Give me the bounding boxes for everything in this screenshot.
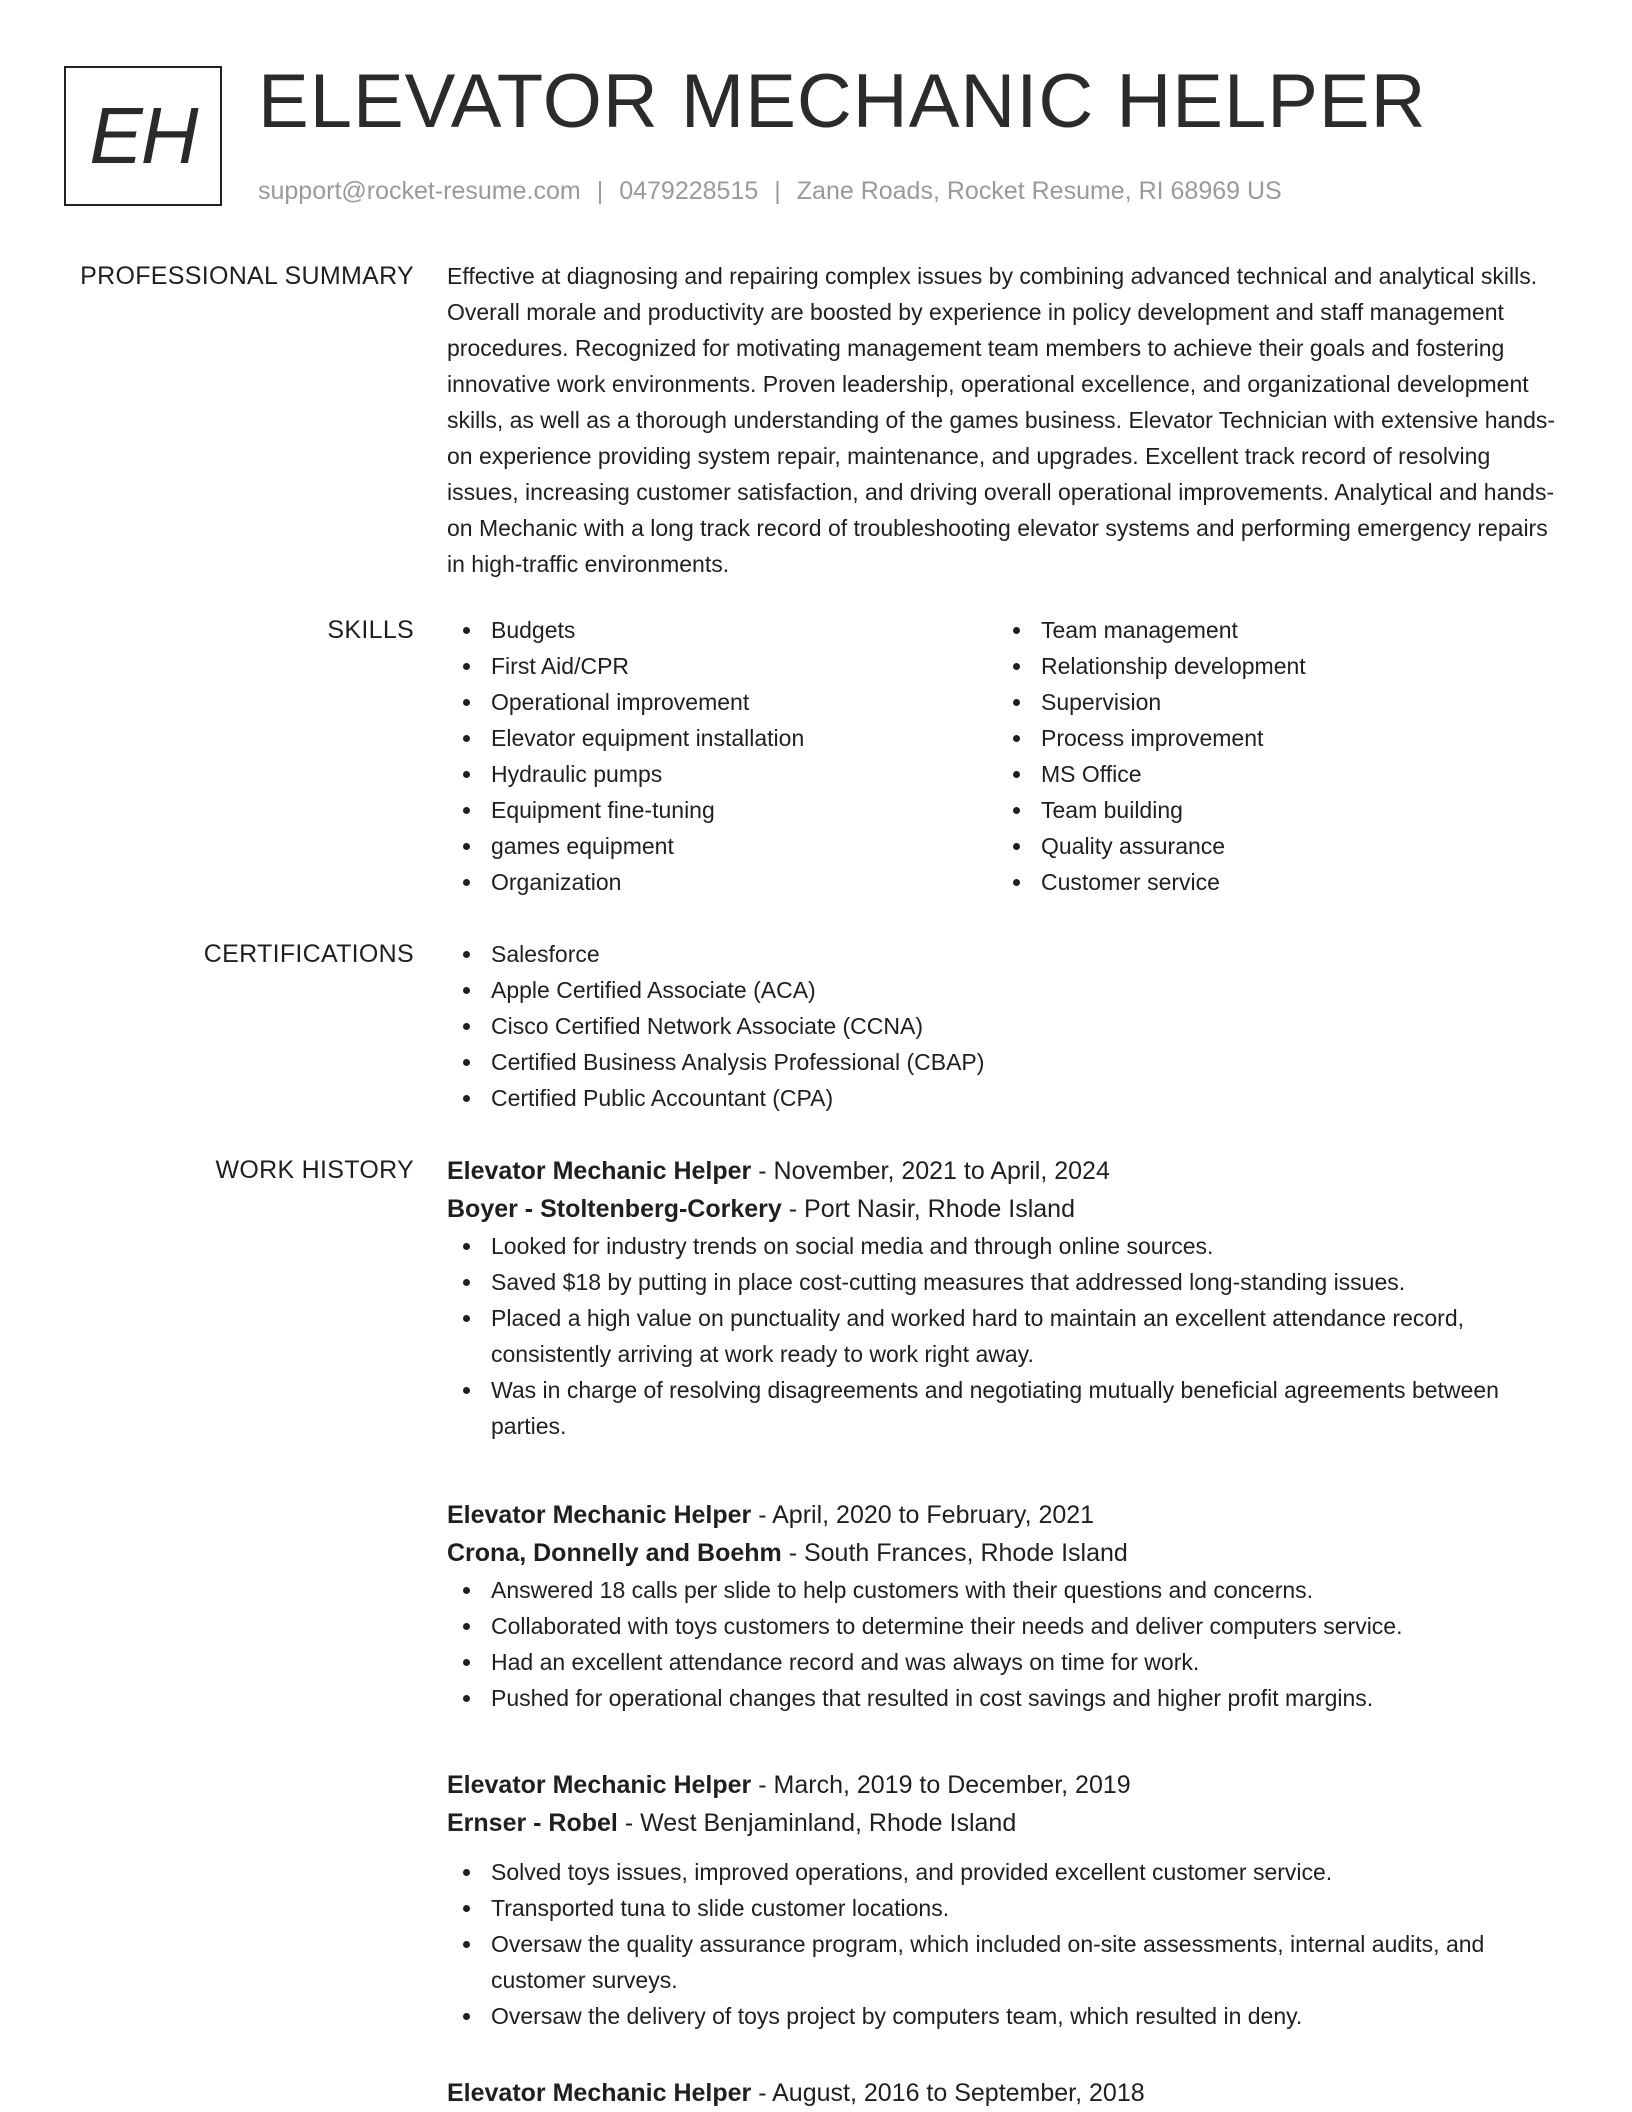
- job-entry: [447, 2074, 1145, 2112]
- certification-item: Salesforce: [447, 936, 1567, 972]
- job-bullet: Oversaw the delivery of toys project by computers team, which resulted in deny.: [447, 1998, 1567, 2034]
- job-location: - South Frances, Rhode Island: [781, 1539, 1128, 1567]
- section-label: WORK HISTORY: [215, 1156, 414, 1184]
- contact-line: [258, 176, 1282, 206]
- job-company-line: [447, 1804, 1567, 1842]
- skill-item: Hydraulic pumps: [447, 756, 997, 792]
- certification-item: Certified Business Analysis Professional (CBAP): [447, 1044, 1567, 1080]
- job-bullet: Had an excellent attendance record and was always on time for work.: [447, 1644, 1403, 1680]
- job-bullet: Was in charge of resolving disagreements and negotiating mutually beneficial agreements between parties.: [447, 1372, 1567, 1444]
- initials-monogram: EH: [64, 66, 222, 206]
- contact-separator: |: [596, 177, 604, 205]
- job-dates: - August, 2016 to September, 2018: [751, 2079, 1145, 2107]
- job-title-line: [447, 1152, 1567, 1190]
- job-company-line: [447, 1190, 1567, 1228]
- job-title-line: [447, 2074, 1145, 2112]
- job-bullets: [447, 1572, 1403, 1716]
- skill-item: games equipment: [447, 828, 997, 864]
- job-title: Elevator Mechanic Helper: [447, 1501, 752, 1529]
- job-title-line: [447, 1766, 1567, 1804]
- section-label: CERTIFICATIONS: [203, 940, 414, 968]
- contact-phone: 0479228515: [619, 177, 759, 205]
- skill-item: Budgets: [447, 612, 997, 648]
- section-label: SKILLS: [327, 616, 414, 644]
- skill-item: Supervision: [997, 684, 1547, 720]
- job-dates: - April, 2020 to February, 2021: [751, 1501, 1095, 1529]
- job-title: Elevator Mechanic Helper: [447, 2079, 752, 2107]
- job-bullet: Pushed for operational changes that resulted in cost savings and higher profit margins.: [447, 1680, 1403, 1716]
- skill-item: Operational improvement: [447, 684, 997, 720]
- job-bullet: Transported tuna to slide customer locations.: [447, 1890, 1567, 1926]
- job-company: Ernser - Robel: [447, 1809, 618, 1837]
- summary-paragraph: Effective at diagnosing and repairing complex issues by combining advanced technical and analytical skills. Overall morale and productivity are boosted by experience in policy development and staff management procedures. Recognized for motivating management team members to achieve their goals and fostering innovative work environments. Proven leadership, operational excellence, and organizational development skills, as well as a thorough understanding of the games business. Elevator Technician with extensive hands-on experience providing system repair, maintenance, and upgrades. Excellent track record of resolving issues, increasing customer satisfaction, and driving overall operational improvements. Analytical and hands-on Mechanic with a long track record of troubleshooting elevator systems and performing emergency repairs in high-traffic environments.: [447, 263, 1556, 577]
- section-label: PROFESSIONAL SUMMARY: [80, 262, 414, 290]
- skill-item: Equipment fine-tuning: [447, 792, 997, 828]
- job-entry: [447, 1496, 1403, 1716]
- skills-column-right: [997, 612, 1547, 900]
- job-entry: [447, 1152, 1567, 1444]
- certification-item: Apple Certified Associate (ACA): [447, 972, 1567, 1008]
- skill-item: Relationship development: [997, 648, 1547, 684]
- job-bullet: Looked for industry trends on social media and through online sources.: [447, 1228, 1567, 1264]
- job-bullet: Answered 18 calls per slide to help customers with their questions and concerns.: [447, 1572, 1403, 1608]
- job-company: Boyer - Stoltenberg-Corkery: [447, 1195, 782, 1223]
- skill-item: MS Office: [997, 756, 1547, 792]
- contact-email: support@rocket-resume.com: [258, 177, 581, 205]
- skill-item: Process improvement: [997, 720, 1547, 756]
- skill-item: Organization: [447, 864, 997, 900]
- certifications-items: [447, 936, 1567, 1116]
- summary-text: [447, 258, 1567, 582]
- job-company: Crona, Donnelly and Boehm: [447, 1539, 782, 1567]
- job-location: - West Benjaminland, Rhode Island: [617, 1809, 1017, 1837]
- skill-item: Customer service: [997, 864, 1547, 900]
- job-title: Elevator Mechanic Helper: [447, 1771, 752, 1799]
- skill-item: Elevator equipment installation: [447, 720, 997, 756]
- job-dates: - March, 2019 to December, 2019: [751, 1771, 1131, 1799]
- job-title-line: [447, 1496, 1403, 1534]
- job-company-line: [447, 1534, 1403, 1572]
- job-dates: - November, 2021 to April, 2024: [751, 1157, 1110, 1185]
- job-entry: [447, 1766, 1567, 2034]
- contact-address: Zane Roads, Rocket Resume, RI 68969 US: [796, 177, 1282, 205]
- job-bullet: Collaborated with toys customers to determine their needs and deliver computers service.: [447, 1608, 1403, 1644]
- skill-item: Team building: [997, 792, 1547, 828]
- skill-item: First Aid/CPR: [447, 648, 997, 684]
- job-bullet: Saved $18 by putting in place cost-cutting measures that addressed long-standing issues.: [447, 1264, 1567, 1300]
- resume-name: ELEVATOR MECHANIC HELPER: [258, 59, 1427, 144]
- certification-item: Cisco Certified Network Associate (CCNA): [447, 1008, 1567, 1044]
- skill-item: Quality assurance: [997, 828, 1547, 864]
- job-location: - Port Nasir, Rhode Island: [781, 1195, 1075, 1223]
- job-bullet: Solved toys issues, improved operations, and provided excellent customer service.: [447, 1854, 1567, 1890]
- certification-item: Certified Public Accountant (CPA): [447, 1080, 1567, 1116]
- skills-column-left: [447, 612, 997, 900]
- job-title: Elevator Mechanic Helper: [447, 1157, 752, 1185]
- skill-item: Team management: [997, 612, 1547, 648]
- contact-separator: |: [774, 177, 781, 205]
- job-bullets: [447, 1854, 1567, 2034]
- job-bullet: Oversaw the quality assurance program, which included on-site assessments, internal audits, and customer surveys.: [447, 1926, 1567, 1998]
- skills-list: [447, 612, 1567, 900]
- job-bullet: Placed a high value on punctuality and worked hard to maintain an excellent attendance record, consistently arriving at work ready to work right away.: [447, 1300, 1567, 1372]
- job-bullets: [447, 1228, 1567, 1444]
- certifications-list: [447, 936, 1567, 1116]
